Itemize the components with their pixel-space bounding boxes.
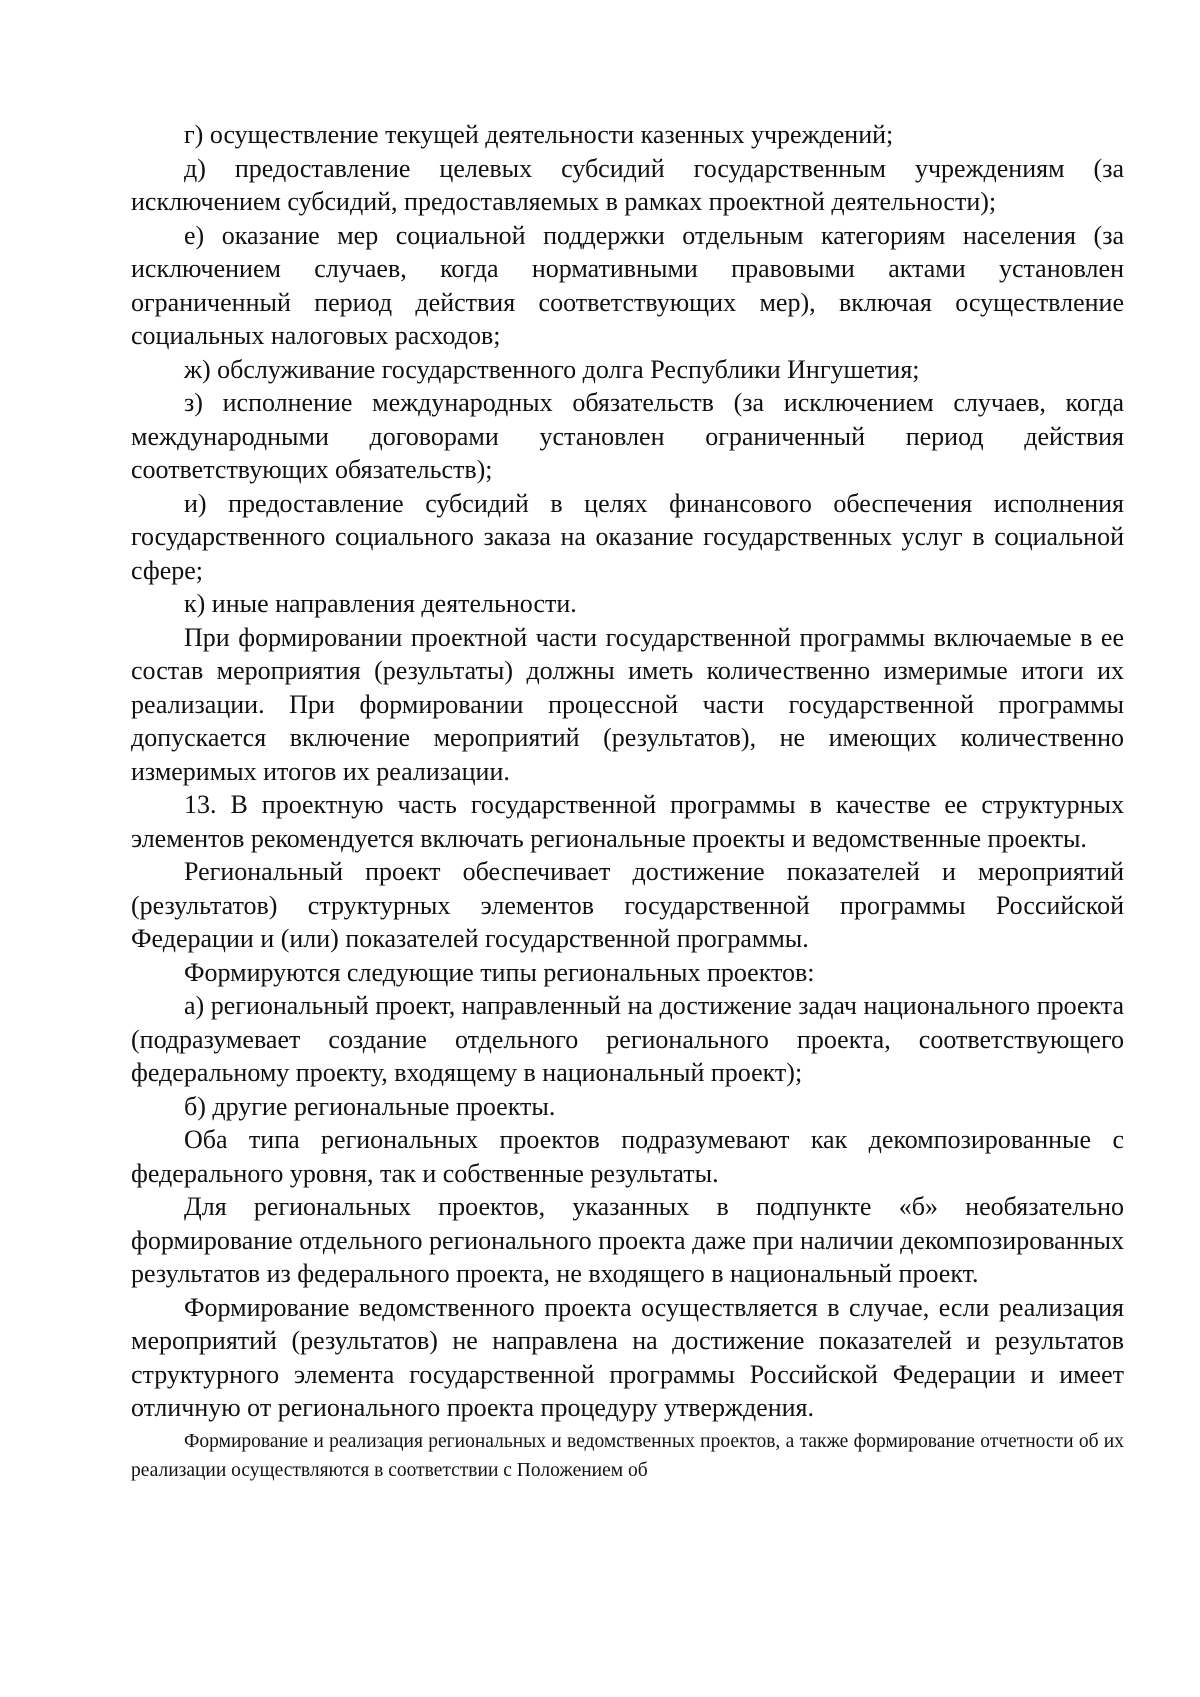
- paragraph-i: и) предоставление субсидий в целях финансового обеспечения исполнения государственного социального заказа на оказание государственных услуг в социальной сфере;: [131, 488, 1124, 585]
- paragraph-both-types: Оба типа региональных проектов подразумевают как декомпозированные с федерального уровня, так и собственные результаты.: [131, 1125, 1124, 1188]
- paragraph-e: е) оказание мер социальной поддержки отдельным категориям населения (за исключением случаев, когда нормативными правовыми актами установлен ограниченный период действия соответствующих мер), включая осуществление социальных налоговых расходов;: [131, 220, 1124, 350]
- paragraph-13: 13. В проектную часть государственной программы в качестве ее структурных элементов рекомендуется включать региональные проекты и ведомственные проекты.: [131, 790, 1124, 853]
- paragraph-k: к) иные направления деятельности.: [184, 589, 577, 618]
- paragraph-z: з) исполнение международных обязательств (за исключением случаев, когда международными договорами установлен ограниченный период действия соответствующих обязательств);: [131, 388, 1124, 484]
- paragraph-regional-project: Региональный проект обеспечивает достижение показателей и мероприятий (результатов) структурных элементов государственной программы Российской Федерации и (или) показателей государственной программы.: [131, 857, 1124, 953]
- paragraph-g: г) осуществление текущей деятельности казенных учреждений;: [184, 120, 894, 149]
- paragraph-footnote: Формирование и реализация региональных и ведомственных проектов, а также формирование отчетности об их реализации осуществляются в соответствии с Положением об: [131, 1430, 1124, 1481]
- paragraph-types-intro: Формируются следующие типы региональных проектов:: [184, 957, 815, 987]
- document-body: [131, 118, 1124, 1485]
- paragraph-departmental-project: Формирование ведомственного проекта осуществляется в случае, если реализация мероприятий (результатов) не направлена на достижение показателей и результатов структурного элемента государственной программы Российской Федерации и имеет отличную от регионального проекта процедуру утверждения.: [131, 1292, 1124, 1422]
- paragraph-zh: ж) обслуживание государственного долга Республики Ингушетия;: [184, 354, 920, 384]
- paragraph-subpoint-b: Для региональных проектов, указанных в подпункте «б» необязательно формирование отдельного регионального проекта даже при наличии декомпозированных результатов из федерального проекта, не входящего в национальный проект.: [131, 1192, 1124, 1288]
- paragraph-type-a: а) региональный проект, направленный на достижение задач национального проекта (подразумевает создание отдельного регионального проекта, соответствующего федеральному проекту, входящему в национальный проект);: [131, 991, 1124, 1087]
- paragraph-type-b: б) другие региональные проекты.: [184, 1091, 556, 1121]
- paragraph-d: д) предоставление целевых субсидий государственным учреждениям (за исключением субсидий, предоставляемых в рамках проектной деятельности);: [131, 153, 1124, 216]
- paragraph-project-part: При формировании проектной части государственной программы включаемые в ее состав мероприятия (результаты) должны иметь количественно измеримые итоги их реализации. При формировании процессной части государственной программы допускается включение мероприятий (результатов), не имеющих количественно измеримых итогов их реализации.: [131, 622, 1124, 786]
